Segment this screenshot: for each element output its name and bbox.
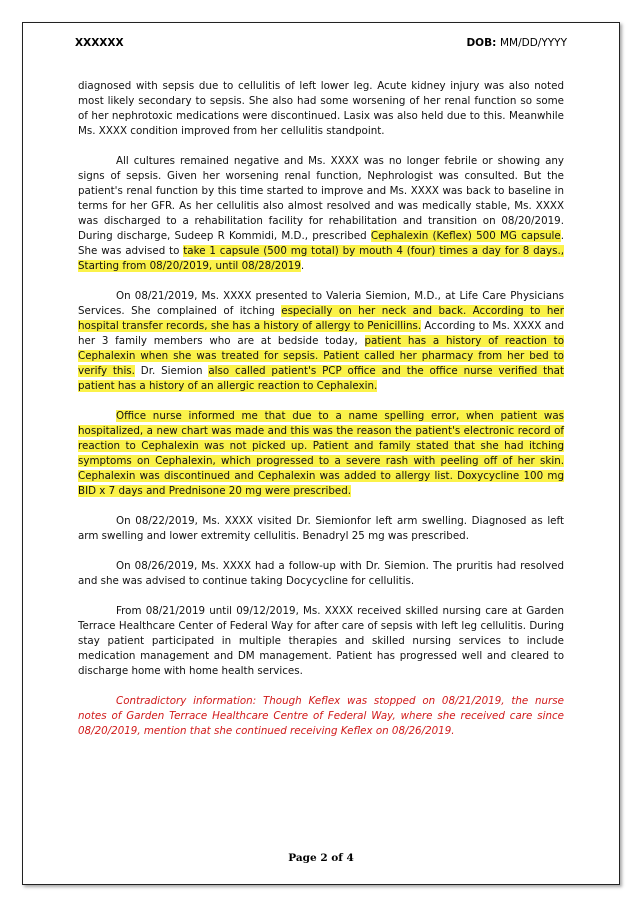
paragraph-office-nurse (78, 409, 564, 499)
page-header (75, 37, 567, 55)
paragraph-visit-0826: On 08/26/2019, Ms. XXXX had a follow-up with Dr. Siemion. The pruritis had resolved and she was advised to continue taking Docycycline for cellulitis. (78, 560, 564, 587)
visit-text-2: According to Ms. XXXX and her 3 family members who are at bedside today, (78, 320, 565, 347)
page-number: Page 2 of 4 (288, 852, 354, 864)
highlight-keflex-prescription: Cephalexin (Keflex) 500 MG capsule (370, 230, 561, 242)
paragraph-skilled-nursing: From 08/21/2019 until 09/12/2019, Ms. XXXX received skilled nursing care at Garden Terrace Healthcare Center of Federal Way for after care of sepsis with left leg cellulitis. During stay patient participated in multiple therapies and skilled nursing services to include medication management and DM management. Patient has progressed well and cleared to discharge home with home health services. (78, 605, 564, 677)
paragraph-visit-0821 (78, 289, 564, 394)
paragraph-visit-0822: On 08/22/2019, Ms. XXXX visited Dr. Siemionfor left arm swelling. Diagnosed as left arm swelling and lower extremity cellulitis. Benadryl 25 mg was prescribed. (78, 515, 564, 542)
visit-text-3: Dr. Siemion (134, 365, 209, 377)
highlight-dosage-instructions: take 1 capsule (500 mg total) by mouth 4 (four) times a day for 8 days., Starting from 08/20/2019, until 08/28/2019 (78, 245, 564, 272)
dob-label: DOB: (466, 37, 497, 49)
document-body (78, 79, 564, 754)
dob-field (466, 37, 567, 49)
discharge-text: All cultures remained negative and Ms. XXXX was no longer febrile or showing any signs of sepsis. Given her worsening renal function, Nephrologist was consulted. But the patient's renal function by this time started to improve and Ms. XXXX was back to baseline in terms for her GFR. As her cellulitis also almost resolved and was medically stable, Ms. XXXX was discharged to a rehabilitation facility for rehabilitation and transition on 08/20/2019. During discharge, Sudeep R Kommidi, M.D., prescribed (78, 155, 564, 242)
paragraph-diagnosis: diagnosed with sepsis due to cellulitis of left lower leg. Acute kidney injury was also noted most likely secondary to sepsis. She also had some worsening of her renal function so some of her nephrotoxic medications were discontinued. Lasix was also held due to this. Meanwhile Ms. XXXX condition improved from her cellulitis standpoint. (78, 80, 564, 137)
highlight-cephalexin-reaction: patient has a history of reaction to Cephalexin when she was treated for sepsis. Patient called her pharmacy from her bed to verify this. (78, 335, 564, 377)
discharge-text-2: . She was advised to (78, 230, 565, 257)
dob-value: MM/DD/YYYY (499, 37, 567, 49)
highlight-pcp-verification: also called patient's PCP office and the office nurse verified that patient has a history of an allergic reaction to Cephalexin. (78, 365, 565, 392)
highlight-office-nurse: Office nurse informed me that due to a name spelling error, when patient was hospitalized, a new chart was made and this was the reason the patient's electronic record of reaction to Cephalexin was not picked up. Patient and family stated that she had itching symptoms on Cephalexin, which progressed to a severe rash with peeling off of her skin. Cephalexin was discontinued and Cephalexin was added to allergy list. Doxycycline 100 mg BID x 7 days and Prednisone 20 mg were prescribed. (78, 410, 564, 497)
paragraph-discharge (78, 154, 564, 274)
contradiction-note: Contradictory information: Though Keflex was stopped on 08/21/2019, the nurse notes of Garden Terrace Healthcare Centre of Federal Way, where she received care since 08/20/2019, mention that she continued receiving Keflex on 08/26/2019. (78, 695, 564, 737)
highlight-allergy-history: especially on her neck and back. According to her hospital transfer records, she has a history of allergy to Penicillins. (78, 305, 564, 332)
discharge-text-3: . (300, 260, 305, 272)
patient-name: XXXXXX (75, 37, 124, 49)
visit-text: On 08/21/2019, Ms. XXXX presented to Valeria Siemion, M.D., at Life Care Physicians Services. She complained of itching (78, 290, 564, 317)
document-page (22, 22, 620, 885)
